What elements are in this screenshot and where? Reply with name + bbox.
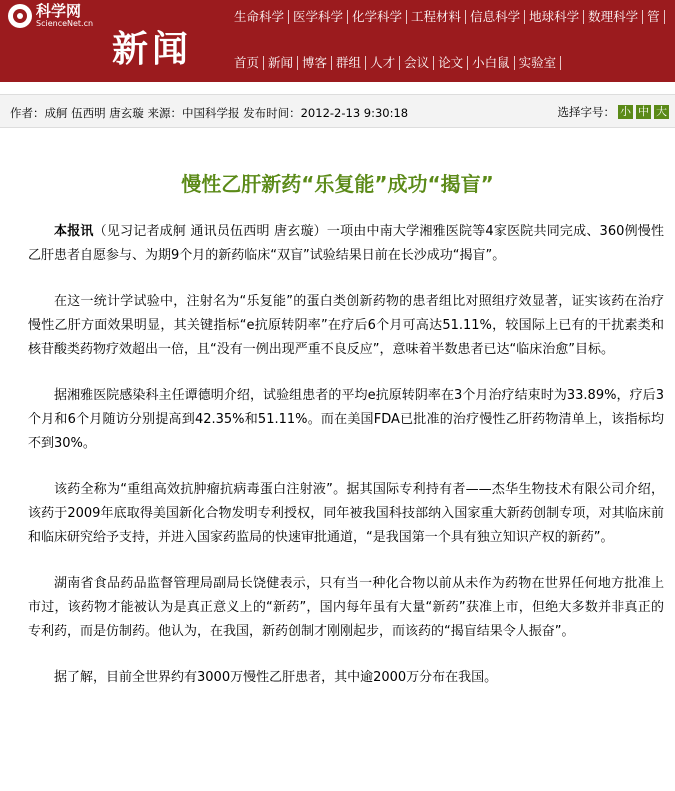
nav-blog[interactable]: 博客	[298, 56, 332, 70]
paragraph-6: 据了解，目前全世界约有3000万慢性乙肝患者，其中逾2000万分布在我国。	[54, 670, 498, 685]
category-nav	[232, 10, 665, 24]
paragraph-3: 据湘雅医院感染科主任谭德明介绍，试验组患者的平均e抗原转阴率在3个月治疗结束时为33.89%，疗后3个月和6个月随访分别提高到42.35%和51.11%。而在美国FDA已批准的治疗慢性乙肝药物清单上，该指标均不到30%。	[28, 388, 664, 451]
paragraph-4: 该药全称为“重组高效抗肿瘤抗病毒蛋白注射液”。据其国际专利持有者——杰华生物技术有限公司介绍，该药于2009年底取得美国新化合物发明专利授权，同年被我国科技部纳入国家重大新药创制专项，对其临床前和临床研究给予支持，并进入国家药监局的快速审批通道，“是我国第一个具有独立知识产权的新药”。	[28, 482, 664, 545]
main-nav	[232, 56, 561, 70]
nav-meetings[interactable]: 会议	[400, 56, 434, 70]
logo-en: ScienceNet.cn	[36, 19, 94, 28]
font-size-selector	[558, 104, 670, 120]
nav-information[interactable]: 信息科学	[466, 10, 525, 24]
logo-icon	[8, 4, 32, 28]
nav-earth-science[interactable]: 地球科学	[525, 10, 584, 24]
font-size-label: 选择字号：	[557, 105, 615, 119]
nav-life-science[interactable]: 生命科学	[232, 10, 289, 24]
nav-chemistry[interactable]: 化学科学	[348, 10, 407, 24]
font-size-medium-button[interactable]: 中	[638, 105, 649, 118]
paragraph-1-text: （见习记者成舸 通讯员伍西明 唐玄璇）一项由中南大学湘雅医院等4家医院共同完成、360例慢性乙肝患者自愿参与、为期9个月的新药临床“双盲”试验结果日前在长沙成功“揭盲”。	[28, 224, 664, 263]
article-lead: 本报讯	[54, 224, 94, 239]
nav-groups[interactable]: 群组	[332, 56, 366, 70]
article-body	[28, 220, 664, 712]
nav-papers[interactable]: 论文	[434, 56, 468, 70]
nav-management[interactable]: 管	[643, 10, 665, 24]
article-meta: 作者：成舸 伍西明 唐玄璇 来源：中国科学报 发布时间：2012-2-13 9:30:18	[10, 106, 409, 120]
site-header	[0, 0, 675, 82]
paragraph-2: 在这一统计学试验中，注射名为“乐复能”的蛋白类创新药物的患者组比对照组疗效显著，证实该药在治疗慢性乙肝方面效果明显，其关键指标“e抗原转阴率”在疗后6个月可高达51.11%，较国际上已有的干扰素类和核苷酸类药物疗效超出一倍，且“没有一例出现严重不良反应”，意味着半数患者已达“临床治愈”目标。	[28, 294, 664, 357]
site-logo[interactable]	[8, 4, 93, 28]
font-size-large-button[interactable]: 大	[656, 105, 667, 118]
paragraph-1	[28, 220, 664, 268]
paragraph-5: 湖南省食品药品监督管理局副局长饶健表示，只有当一种化合物以前从未作为药物在世界任何地方批准上市过，该药物才能被认为是真正意义上的“新药”，国内每年虽有大量“新药”获准上市，但绝大多数并非真正的专利药，而是仿制药。他认为，在我国，新药创制才刚刚起步，而该药的“揭盲结果令人振奋”。	[28, 576, 664, 639]
section-title: 新闻	[112, 29, 193, 70]
article-title: 慢性乙肝新药“乐复能”成功“揭盲”	[181, 172, 494, 196]
nav-talent[interactable]: 人才	[366, 56, 400, 70]
nav-math-physics[interactable]: 数理科学	[584, 10, 643, 24]
article-meta-bar	[0, 94, 675, 128]
nav-lab[interactable]: 实验室	[515, 56, 562, 70]
font-size-small-button[interactable]: 小	[620, 105, 631, 118]
logo-cn: 科学网	[36, 2, 82, 20]
nav-home[interactable]: 首页	[232, 56, 264, 70]
nav-mouse[interactable]: 小白鼠	[468, 56, 515, 70]
nav-engineering[interactable]: 工程材料	[407, 10, 466, 24]
nav-news[interactable]: 新闻	[264, 56, 298, 70]
nav-medical-science[interactable]: 医学科学	[289, 10, 348, 24]
